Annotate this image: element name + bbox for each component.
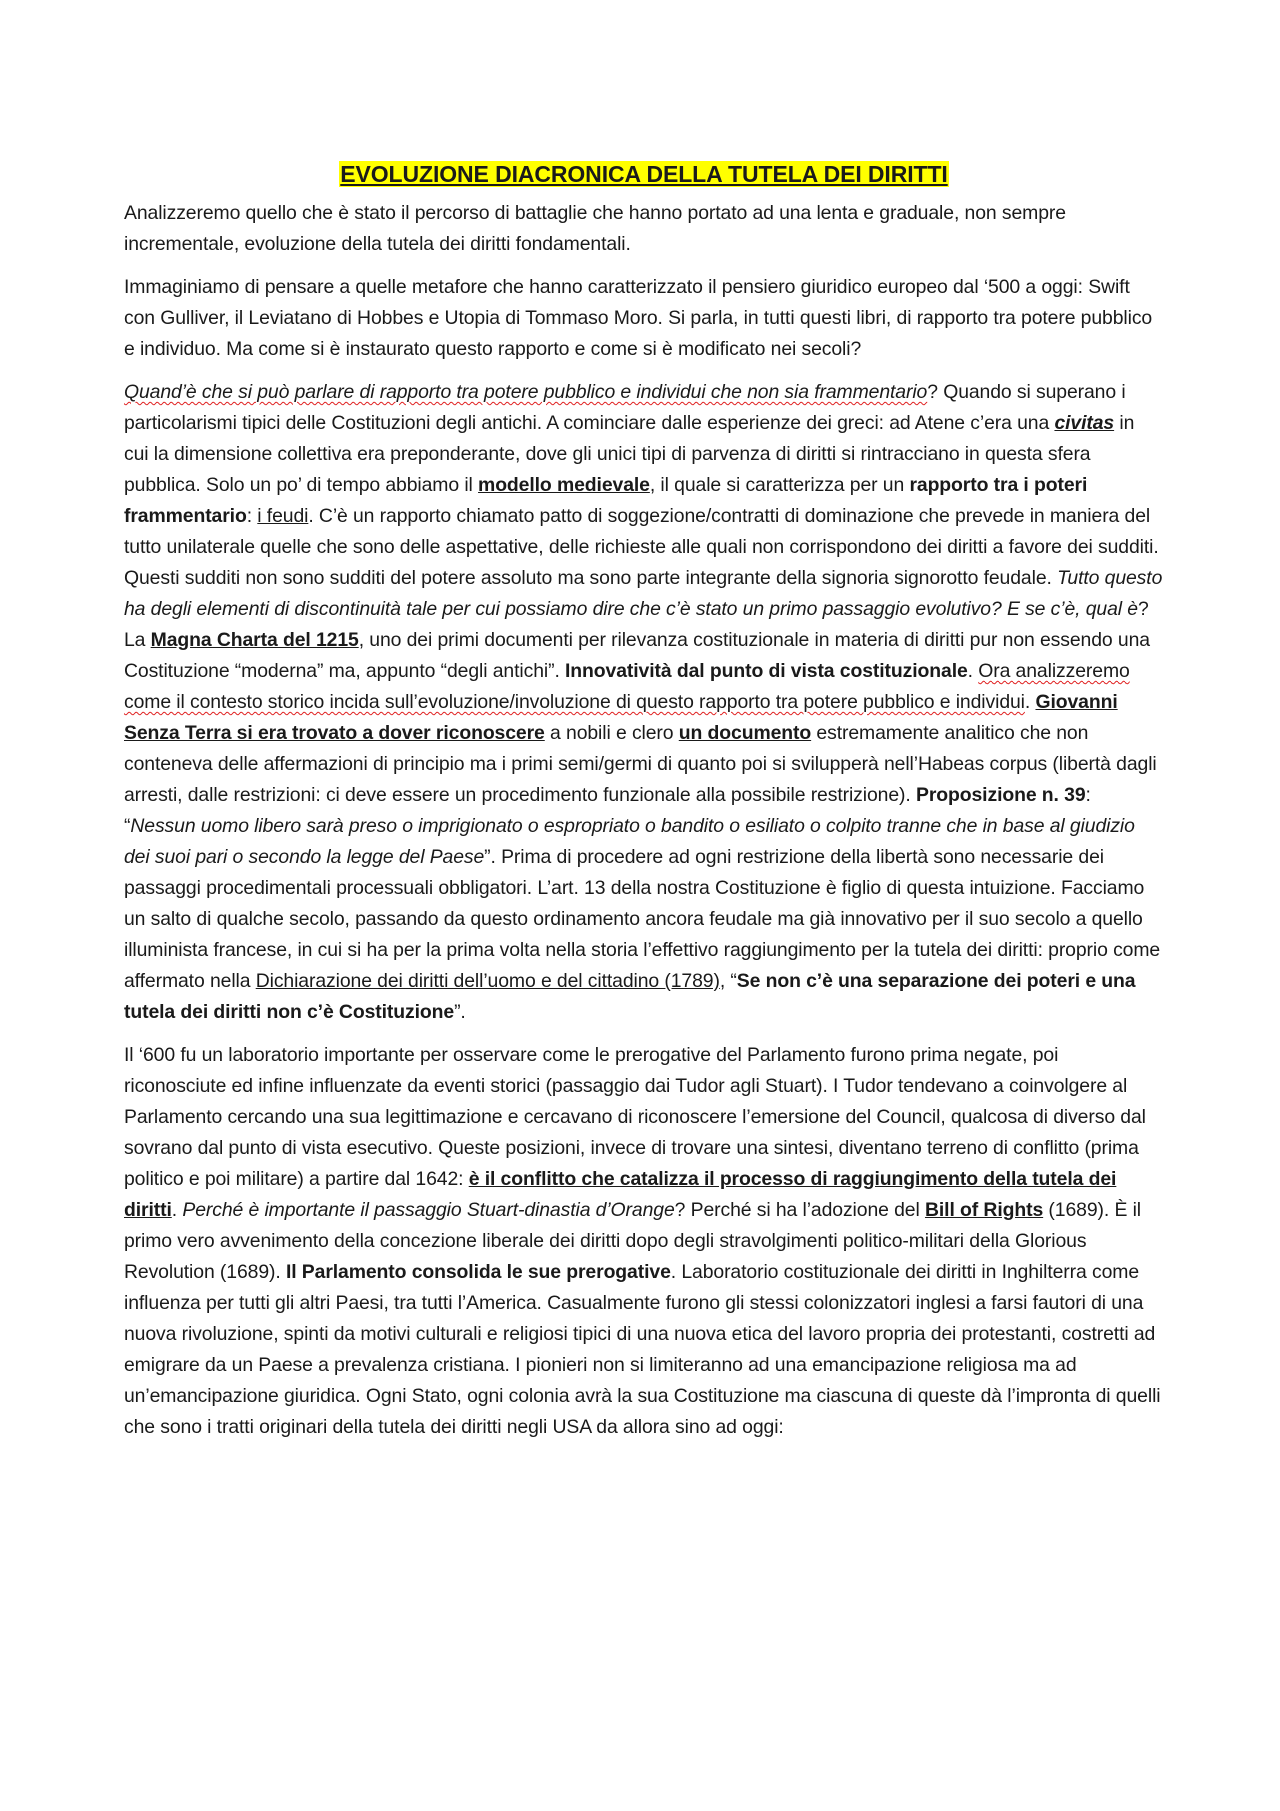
title-text: EVOLUZIONE DIACRONICA DELLA TUTELA DEI DIRITTI [340,161,948,187]
paragraph-seicento: Il ‘600 fu un laboratorio importante per osservare come le prerogative del Parlamento furono prima negate, poi riconosciute ed infine influenzate da eventi storici (passaggio dai Tudor agli Stuart). I Tudor tendevano a coinvolgere al Parlamento cercando una sua legittimazione e cercavano di riconoscere l’emersione del Council, qualcosa di diverso dal sovrano dal punto di vista esecutivo. Queste posizioni, invece di trovare una sintesi, diventano terreno di conflitto (prima politico e poi militare) a partire dal 1642: è il conflitto che catalizza il processo di raggiungimento della tutela dei diritti. Perché è importante il passaggio Stuart-dinastia d’Orange? Perché si ha l’adozione del Bill of Rights (1689). È il primo vero avvenimento della concezione liberale dei diritti dopo degli stravolgimenti politico-militari della Glorious Revolution (1689). Il Parlamento consolida le sue prerogative. Laboratorio costituzionale dei diritti in Inghilterra come influenza per tutti gli altri Paesi, tra tutti l’America. Casualmente furono gli stessi colonizzatori inglesi a farsi fautori di una nuova rivoluzione, spinti da motivi culturali e religiosi tipici di una nuova etica del lavoro propria dei protestanti, costretti ad emigrare da un Paese a prevalenza cristiana. I pionieri non si limiteranno ad una emancipazione religiosa ma ad un’emancipazione giuridica. Ogni Stato, ogni colonia avrà la sua Costituzione ma ciascuna di queste dà l’impronta di quelli che sono i tratti originari della tutela dei diritti negli USA da allora sino ad oggi: [124,1044,1161,1438]
magna-charta-term: Magna Charta del 1215 [150,629,359,651]
civitas-term: civitas [1054,412,1115,434]
question-text: Quand’è che si può parlare di rapporto tra potere pubblico e individui che non sia frammentario [124,381,928,403]
modello-medievale-term: modello medievale [478,474,650,496]
feudi-term: i feudi [257,505,309,527]
quote-text: Nessun uomo libero sarà preso o imprigionato o espropriato o bandito o esiliato o colpito tranne che in base al giudizio dei suoi pari o secondo la legge del Paese [124,815,1135,868]
paragraph-metaphors: Immaginiamo di pensare a quelle metafore che hanno caratterizzato il pensiero giuridico europeo dal ‘500 a oggi: Swift con Gulliver, il Leviatano di Hobbes e Utopia di Tommaso Moro. Si parla, in tutti questi libri, di rapporto tra potere pubblico e individuo. Ma come si è instaurato questo rapporto e come si è modificato nei secoli? [124,276,1153,360]
paragraph-magna-charta: Quand’è che si può parlare di rapporto tra potere pubblico e individui che non sia frammentario? Quando si superano i particolarismi tipici delle Costituzioni degli antichi. A cominciare dalle esperienze dei greci: ad Atene c’era una civitas in cui la dimensione collettiva era preponderante, dove gli unici tipi di parvenza di diritti si rintracciano in questa sfera pubblica. Solo un po’ di tempo abbiamo il modello medievale, il quale si caratterizza per un rapporto tra i poteri frammentario: i feudi. C’è un rapporto chiamato patto di soggezione/contratti di dominazione che prevede in maniera del tutto unilaterale quelle che sono delle aspettative, delle richieste alle quali non corrispondono dei diritti a favore dei sudditi. Questi sudditi non sono sudditi del potere assoluto ma sono parte integrante della signoria signorotto feudale. Tutto questo ha degli elementi di discontinuità tale per cui possiamo dire che c’è stato un primo passaggio evolutivo? E se c’è, qual è? La Magna Charta del 1215, uno dei primi documenti per rilevanza costituzionale in materia di diritti pur non essendo una Costituzione “moderna” ma, appunto “degli antichi”. Innovatività dal punto di vista costituzionale. Ora analizzeremo come il contesto storico incida sull’evoluzione/involuzione di questo rapporto tra potere pubblico e individui. Giovanni Senza Terra si era trovato a dover riconoscere a nobili e clero un documento estremamente analitico che non conteneva delle affermazioni di principio ma i primi semi/germi di quanto poi si svilupperà nell’Habeas corpus (libertà dagli arresti, dalle restrizioni: ci deve essere un procedimento funzionale alla possibile restrizione). Proposizione n. 39: “Nessun uomo libero sarà preso o imprigionato o espropriato o bandito o esiliato o colpito tranne che in base al giudizio dei suoi pari o secondo la legge del Paese”. Prima di procedere ad ogni restrizione della libertà sono necessarie dei passaggi procedimentali processuali obbligatori. L’art. 13 della nostra Costituzione è figlio di questa intuizione. Facciamo un salto di qualche secolo, passando da questo ordinamento ancora feudale ma già innovativo per il suo secolo a quello illuminista francese, in cui si ha per la prima volta nella storia l’effettivo raggiungimento per la tutela dei diritti: proprio come affermato nella Dichiarazione dei diritti dell’uomo e del cittadino (1789), “Se non c’è una separazione dei poteri e una tutela dei diritti non c’è Costituzione”. [124,381,1163,1023]
document-title [124,158,1164,190]
document-page [124,158,1164,1455]
bill-of-rights-term: Bill of Rights [924,1199,1044,1221]
paragraph-intro: Analizzeremo quello che è stato il percorso di battaglie che hanno portato ad una lenta e graduale, non sempre incrementale, evoluzione della tutela dei diritti fondamentali. [124,202,1066,255]
